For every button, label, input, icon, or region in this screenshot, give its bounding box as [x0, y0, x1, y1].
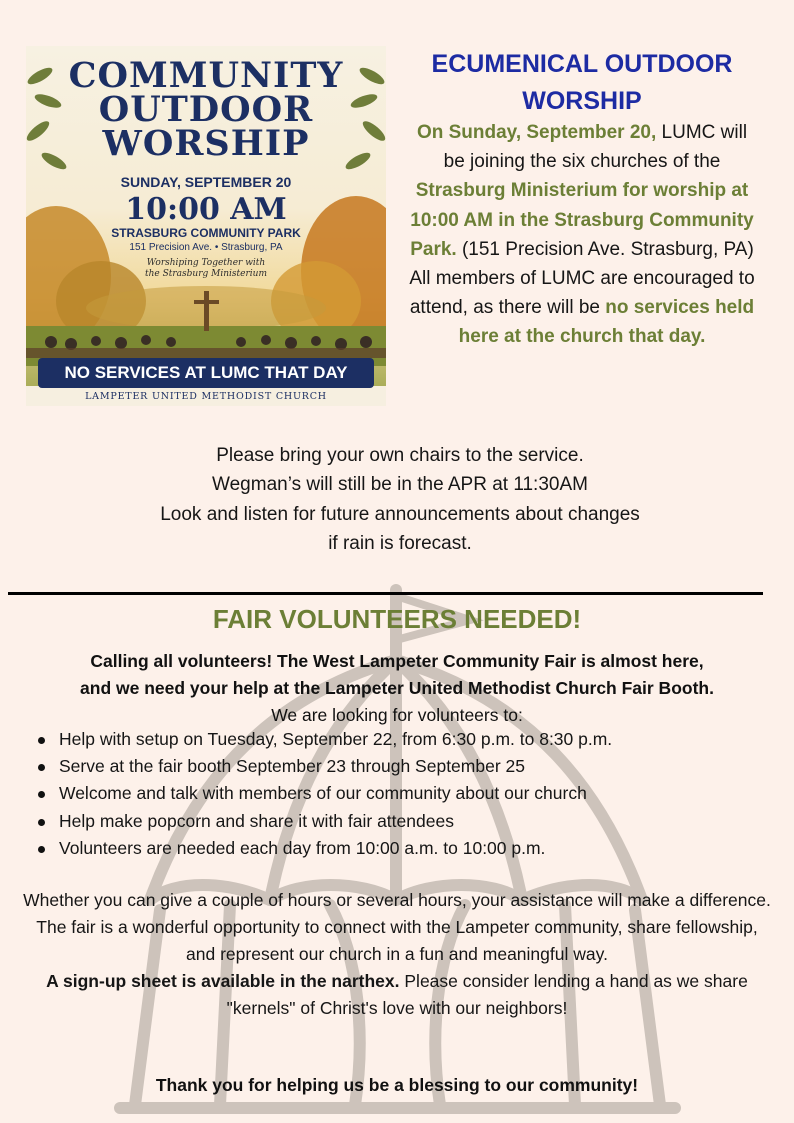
fair-signup	[20, 968, 774, 1022]
ecumenical-title: ECUMENICAL OUTDOOR WORSHIP	[431, 50, 733, 115]
signup-bold: A sign-up sheet is available in the narthex.	[46, 971, 400, 991]
poster-worship-line2: the Strasburg Ministerium	[145, 269, 267, 279]
fair-title: FAIR VOLUNTEERS NEEDED!	[212, 604, 582, 634]
poster-date: SUNDAY, SEPTEMBER 20	[120, 174, 292, 190]
poster-title-line2: OUTDOOR	[98, 89, 314, 130]
fair-intro-bold-line2: and we need your help at the Lampeter United Methodist Church Fair Booth.	[80, 678, 714, 698]
fair-closing-paragraph: Whether you can give a couple of hours or several hours, your assistance will make a difference. The fair is a wonderful opportunity to connect with the Lampeter community, share fellowship, and represent our church in a fun and meaningful way.	[23, 890, 771, 964]
note-line: Look and listen for future announcements about changes	[160, 503, 640, 525]
fair-intro-plain: We are looking for volunteers to:	[271, 705, 523, 725]
list-item: Welcome and talk with members of our community about our church	[36, 780, 612, 807]
ecumenical-date: On Sunday, September 20,	[416, 122, 657, 143]
note-line: Wegman’s will still be in the APR at 11:30AM	[212, 474, 588, 496]
note-line: Please bring your own chairs to the service.	[216, 445, 584, 466]
poster-title-line3: WORSHIP	[102, 123, 310, 164]
poster-address: 151 Precision Ave. • Strasburg, PA	[129, 242, 283, 253]
ecumenical-text-1: LUMC will be joining the six churches of the	[443, 122, 748, 173]
ecumenical-text-2: (151 Precision Ave. Strasburg, PA) All members of LUMC are encouraged to attend, as there will be	[409, 238, 755, 319]
list-item: Help make popcorn and share it with fair attendees	[36, 808, 612, 835]
ecumenical-location: Strasburg Ministerium for worship at 10:00 AM in the Strasburg Community Park.	[410, 180, 754, 260]
worship-notes	[60, 441, 740, 558]
poster-church-name: LAMPETER UNITED METHODIST CHURCH	[85, 391, 327, 402]
poster-title-line1: COMMUNITY	[68, 55, 344, 96]
fair-thanks: Thank you for helping us be a blessing to our community!	[155, 1075, 639, 1095]
ecumenical-no-services: no services held here at the church that day.	[458, 297, 755, 348]
list-item: Volunteers are needed each day from 10:00 a.m. to 10:00 p.m.	[36, 835, 612, 862]
poster-park: STRASBURG COMMUNITY PARK	[111, 226, 301, 240]
list-item: Help with setup on Tuesday, September 22, from 6:30 p.m. to 8:30 p.m.	[36, 726, 612, 753]
list-item: Serve at the fair booth September 23 through September 25	[36, 753, 612, 780]
volunteer-task-list	[36, 726, 612, 862]
poster-worship-line1: Worshiping Together with	[146, 258, 266, 268]
note-line: if rain is forecast.	[328, 532, 472, 554]
fair-intro	[20, 648, 774, 729]
poster-time: 10:00 AM	[125, 192, 287, 227]
ecumenical-body	[404, 118, 760, 352]
poster-worship-note	[26, 258, 386, 280]
fair-intro-bold-line1: Calling all volunteers! The West Lampeter Community Fair is almost here,	[90, 651, 704, 671]
section-divider	[8, 592, 763, 595]
poster-banner: NO SERVICES AT LUMC THAT DAY	[38, 358, 374, 388]
signup-rest: Please consider lending a hand as we share "kernels" of Christ's love with our neighbors!	[226, 971, 748, 1018]
worship-poster	[26, 46, 386, 406]
fair-closing	[20, 887, 774, 1022]
